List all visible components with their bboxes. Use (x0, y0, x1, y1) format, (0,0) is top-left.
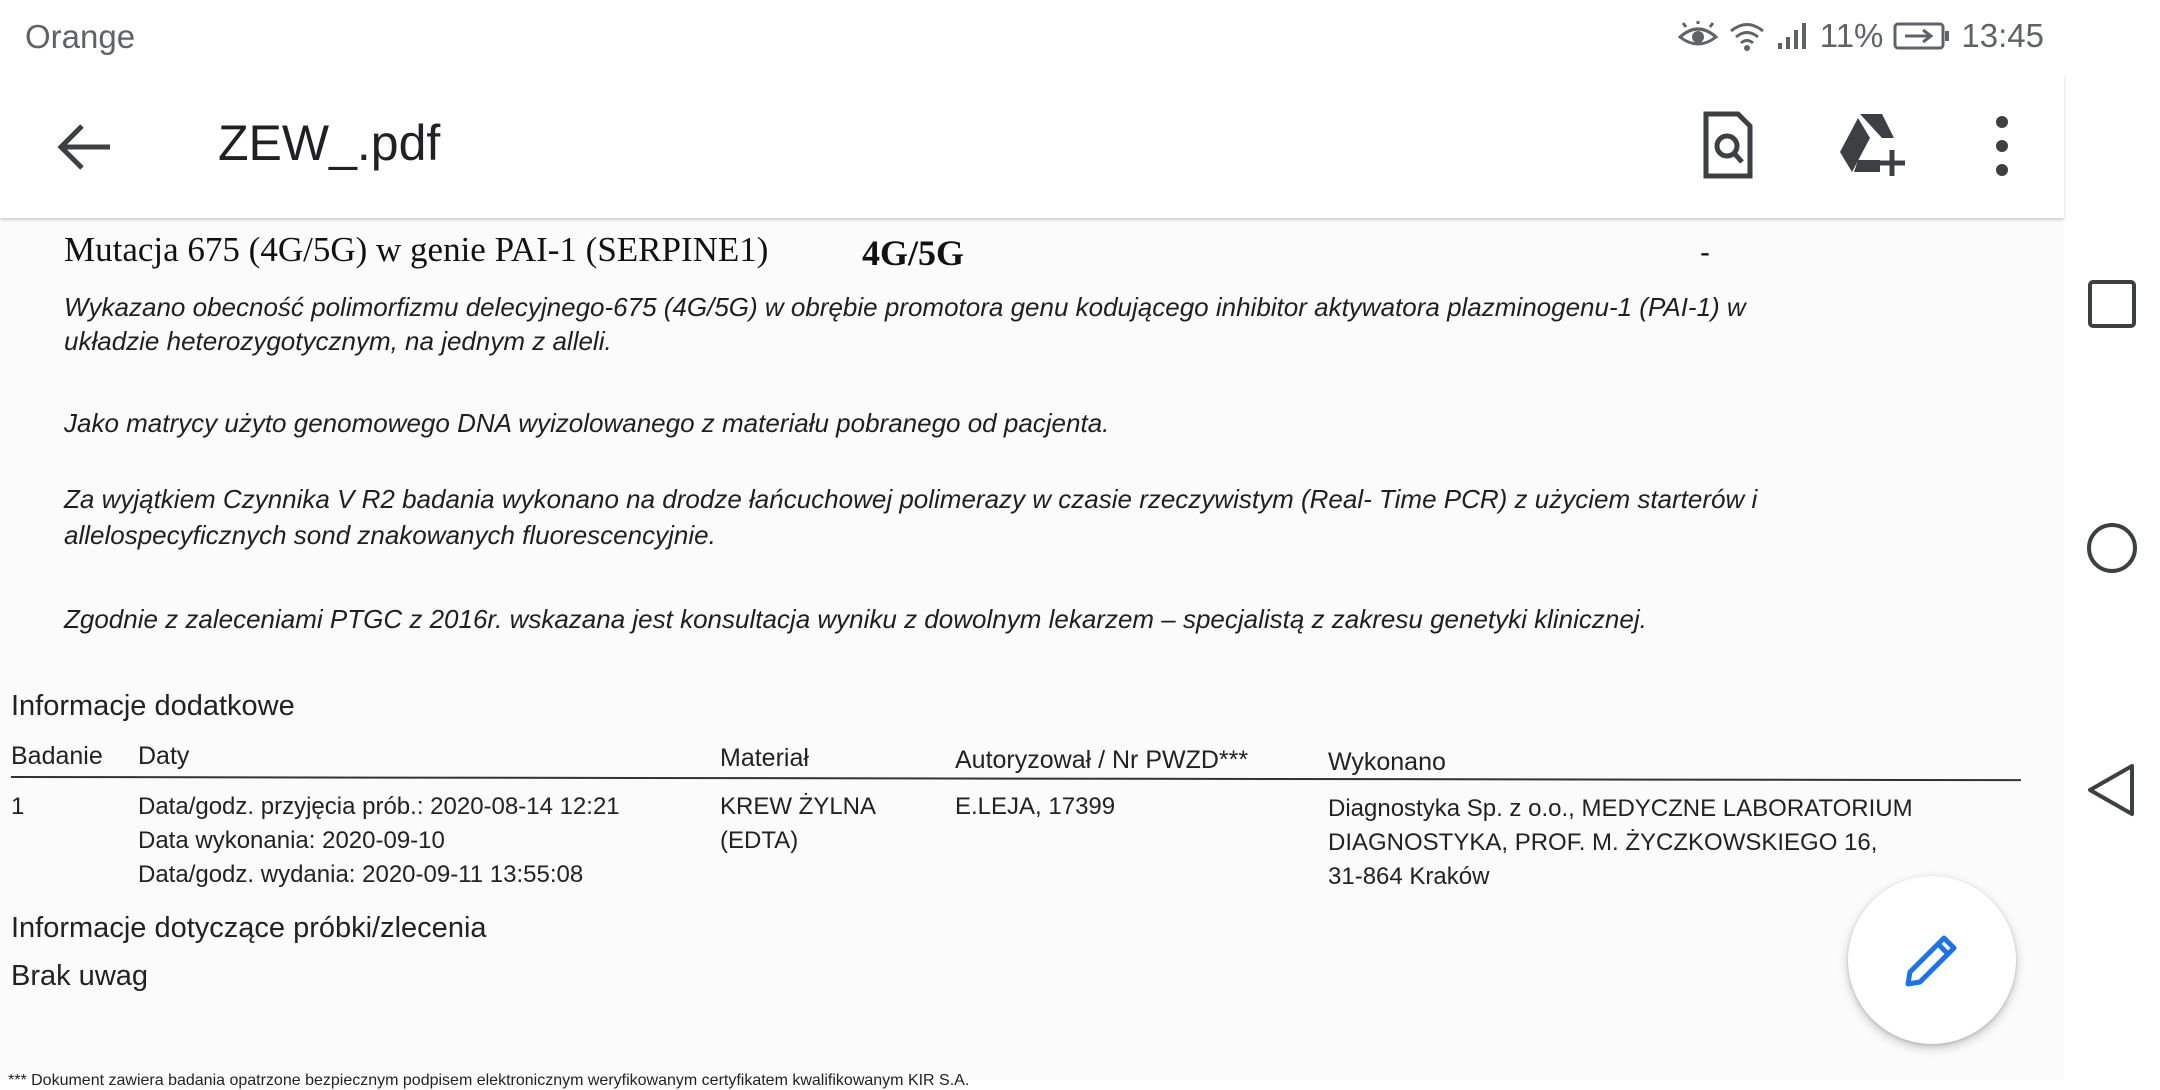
add-to-drive-button[interactable] (1836, 110, 1908, 182)
cell-material-line1: KREW ŻYLNA (720, 793, 877, 820)
result-paragraph-line2: układzie heterozygotycznym, na jednym z alleli. (64, 326, 612, 356)
footnote: *** Dokument zawiera badania opatrzone bezpiecznym podpisem elektronicznym weryfikowanym certyfikatem kwalifikowanym KIR S.A. (8, 1072, 970, 1089)
system-back-button[interactable] (2082, 760, 2142, 820)
more-options-button[interactable] (1966, 110, 2038, 182)
cell-date-received: Data/godz. przyjęcia prób.: 2020-08-14 12:21 (138, 793, 620, 820)
mutation-dash: - (1700, 236, 1710, 269)
cell-badanie: 1 (11, 793, 25, 820)
edit-fab-button[interactable] (1848, 876, 2016, 1044)
table-header-wykonano: Wykonano (1328, 748, 1446, 776)
cell-authorized: E.LEJA, 17399 (955, 793, 1116, 820)
carrier-name: Orange (25, 18, 136, 55)
cell-performed-line3: 31-864 Kraków (1328, 863, 1490, 890)
method-paragraph: Jako matrycy użyto genomowego DNA wyizolowanego z materiału pobranego od pacjenta. (64, 408, 1110, 438)
table-header-rule (11, 776, 2021, 781)
edit-pencil-icon (1900, 928, 1964, 992)
mutation-name: Mutacja 675 (4G/5G) w genie PAI-1 (SERPINE1) (64, 230, 769, 269)
wifi-icon (1728, 20, 1766, 52)
cell-date-issued: Data/godz. wydania: 2020-09-11 13:55:08 (138, 861, 584, 888)
document-title: ZEW_.pdf (218, 115, 441, 171)
find-in-document-button[interactable] (1692, 110, 1764, 182)
pcr-paragraph-line2: allelospecyficznych sond znakowanych fluorescencyjnie. (64, 520, 716, 550)
table-header-daty: Daty (138, 742, 190, 770)
cell-material-line2: (EDTA) (720, 827, 799, 854)
recommendation-paragraph: Zgodnie z zaleceniami PTGC z 2016r. wskazana jest konsultacja wyniku z dowolnym lekarzem – specjalistą z zakresu genetyki klinicznej. (64, 604, 1647, 634)
no-remarks-text: Brak uwag (11, 960, 149, 992)
mutation-result: 4G/5G (862, 233, 965, 273)
table-header-material: Materiał (720, 744, 809, 772)
result-paragraph-line1: Wykazano obecność polimorfizmu delecyjnego-675 (4G/5G) w obrębie promotora genu kodującego inhibitor aktywatora plazminogenu-1 (PAI-1) w (64, 292, 1746, 322)
cell-performed-line2: DIAGNOSTYKA, PROF. M. ŻYCZKOWSKIEGO 16, (1328, 829, 1878, 856)
battery-percent: 11% (1819, 17, 1884, 54)
more-vert-icon (1966, 110, 2038, 182)
recents-button[interactable] (2082, 274, 2142, 334)
back-arrow-icon (50, 112, 120, 182)
table-header-badanie: Badanie (11, 742, 103, 770)
cell-performed-line1: Diagnostyka Sp. z o.o., MEDYCZNE LABORATORIUM (1328, 795, 1913, 822)
search-document-icon (1692, 110, 1764, 182)
recents-square-icon (2082, 274, 2142, 334)
home-circle-icon (2082, 518, 2142, 578)
pdf-page[interactable] (0, 218, 2064, 1089)
sample-info-heading: Informacje dotyczące próbki/zlecenia (11, 912, 487, 944)
table-header-autoryzowal: Autoryzował / Nr PWZD*** (955, 746, 1249, 774)
eye-comfort-icon (1678, 21, 1718, 51)
drive-add-icon (1836, 110, 1908, 182)
home-button[interactable] (2082, 518, 2142, 578)
status-icons (1678, 14, 2044, 58)
navigation-bar (2064, 0, 2160, 1080)
cell-date-performed: Data wykonania: 2020-09-10 (138, 827, 445, 854)
back-button[interactable] (50, 112, 120, 182)
back-triangle-icon (2082, 760, 2142, 820)
app-bar (0, 74, 2064, 218)
status-bar (0, 0, 2064, 74)
additional-info-heading: Informacje dodatkowe (11, 690, 295, 722)
pcr-paragraph-line1: Za wyjątkiem Czynnika V R2 badania wykonano na drodze łańcuchowej polimerazy w czasie rzeczywistym (Real- Time PCR) z użyciem starterów i (64, 484, 1758, 514)
battery-icon (1893, 22, 1951, 50)
clock: 13:45 (1961, 17, 2044, 54)
signal-icon (1776, 21, 1810, 51)
